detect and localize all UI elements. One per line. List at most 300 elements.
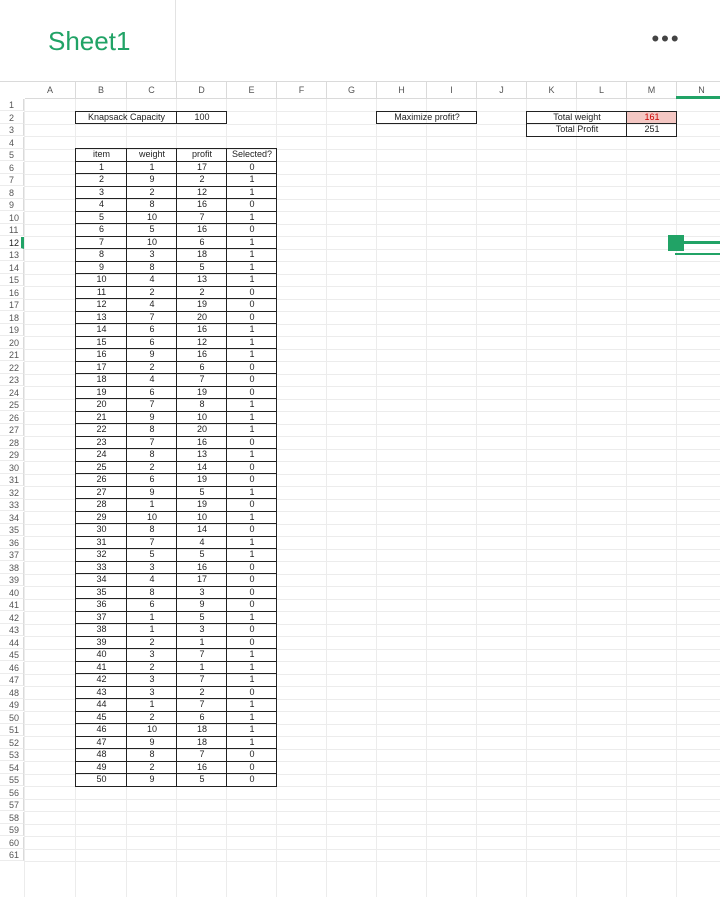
row-header-46[interactable]: 46 (0, 662, 24, 674)
table-cell: 2 (98, 174, 104, 184)
table-cell: 0 (249, 561, 255, 572)
table-header-2: profit (191, 149, 212, 159)
table-cell: 40 (96, 649, 107, 659)
table-cell: 2 (199, 174, 205, 184)
row-header-50[interactable]: 50 (0, 712, 24, 724)
table-cell: 38 (96, 624, 107, 634)
row-header-53[interactable]: 53 (0, 749, 24, 761)
row-header-41[interactable]: 41 (0, 599, 24, 611)
table-cell: 46 (96, 724, 107, 734)
table-cell: 2 (149, 636, 155, 647)
table-cell: 0 (249, 586, 255, 597)
column-header-l[interactable]: L (577, 82, 627, 99)
table-cell: 8 (149, 586, 155, 597)
table-cell: 0 (249, 386, 255, 397)
table-cell: 1 (249, 324, 255, 334)
table-cell: 1 (249, 711, 255, 722)
table-cell: 13 (196, 449, 207, 459)
table-cell: 2 (149, 461, 155, 472)
table-cell: 5 (199, 774, 205, 784)
table-cell: 1 (249, 611, 255, 622)
table-cell: 5 (149, 224, 155, 234)
table-cell: 7 (199, 674, 205, 684)
table-cell: 4 (199, 536, 205, 547)
table-cell: 31 (96, 536, 107, 547)
row-header-2[interactable]: 2 (0, 112, 24, 124)
table-cell: 25 (96, 461, 107, 472)
table-cell: 6 (199, 236, 205, 247)
table-cell: 7 (199, 374, 205, 384)
selection-edge (675, 253, 720, 255)
column-header-n[interactable]: N (677, 82, 720, 99)
table-cell: 49 (96, 761, 107, 772)
table-cell: 17 (96, 361, 107, 372)
table-cell: 1 (249, 211, 255, 222)
table-cell: 16 (196, 349, 207, 359)
row-header-19[interactable]: 19 (0, 324, 24, 336)
table-cell: 36 (96, 599, 107, 609)
table-cell: 19 (196, 499, 207, 509)
table-cell: 5 (199, 549, 205, 559)
table-cell: 2 (149, 186, 155, 197)
table-cell: 7 (199, 749, 205, 759)
row-header-44[interactable]: 44 (0, 637, 24, 649)
table-cell: 1 (249, 511, 255, 522)
table-cell: 7 (98, 236, 104, 247)
table-cell: 5 (199, 261, 205, 272)
total-profit-label: Total Profit (555, 124, 599, 134)
table-cell: 3 (149, 561, 155, 572)
row-header-34[interactable]: 34 (0, 512, 24, 524)
table-cell: 1 (149, 499, 155, 509)
row-header-43[interactable]: 43 (0, 624, 24, 636)
table-cell: 2 (149, 286, 155, 297)
row-header-26[interactable]: 26 (0, 412, 24, 424)
app-header (0, 0, 720, 82)
table-cell: 9 (149, 774, 155, 784)
table-cell: 1 (249, 661, 255, 672)
spreadsheet-grid[interactable] (0, 82, 720, 897)
table-cell: 6 (199, 711, 205, 722)
column-header-a[interactable]: A (25, 82, 76, 99)
table-cell: 2 (199, 686, 205, 697)
row-header-23[interactable]: 23 (0, 374, 24, 386)
table-cell: 2 (199, 286, 205, 297)
table-cell: 24 (96, 449, 107, 459)
table-cell: 28 (96, 499, 107, 509)
table-cell: 0 (249, 599, 255, 609)
table-cell: 42 (96, 674, 107, 684)
table-cell: 8 (149, 199, 155, 209)
row-header-10[interactable]: 10 (0, 212, 24, 224)
table-cell: 4 (98, 199, 104, 209)
table-cell: 34 (96, 574, 107, 584)
table-cell: 1 (149, 611, 155, 622)
table-cell: 2 (149, 711, 155, 722)
table-cell: 1 (249, 549, 255, 559)
row-header-27[interactable]: 27 (0, 424, 24, 436)
column-headers (0, 82, 720, 99)
row-header-45[interactable]: 45 (0, 649, 24, 661)
table-cell: 8 (98, 249, 104, 259)
table-cell: 17 (196, 574, 207, 584)
table-cell: 0 (249, 374, 255, 384)
row-header-58[interactable]: 58 (0, 812, 24, 824)
table-cell: 0 (249, 474, 255, 484)
row-header-17[interactable]: 17 (0, 299, 24, 311)
objective-label: Maximize profit? (394, 111, 460, 122)
table-cell: 5 (199, 611, 205, 622)
table-cell: 22 (96, 424, 107, 434)
table-cell: 1 (249, 411, 255, 422)
table-cell: 3 (199, 586, 205, 597)
table-cell: 4 (149, 374, 155, 384)
gridline (25, 861, 720, 862)
row-header-14[interactable]: 14 (0, 262, 24, 274)
capacity-label: Knapsack Capacity (87, 111, 166, 122)
table-cell: 0 (249, 161, 255, 172)
row-header-6[interactable]: 6 (0, 162, 24, 174)
table-cell: 2 (149, 361, 155, 372)
table-cell: 19 (96, 386, 107, 397)
table-cell: 45 (96, 711, 107, 722)
table-cell: 3 (199, 624, 205, 634)
table-cell: 32 (96, 549, 107, 559)
table-cell: 3 (98, 186, 104, 197)
table-cell: 11 (96, 286, 107, 297)
table-cell: 9 (149, 349, 155, 359)
table-cell: 1 (249, 399, 255, 409)
table-cell: 10 (146, 511, 157, 522)
table-cell: 8 (149, 424, 155, 434)
row-header-40[interactable]: 40 (0, 587, 24, 599)
column-header-j[interactable]: J (477, 82, 527, 99)
row-header-12[interactable]: 12 (0, 237, 24, 249)
table-cell: 15 (96, 336, 107, 347)
table-cell: 7 (149, 536, 155, 547)
column-header-b[interactable]: B (76, 82, 127, 99)
table-cell: 30 (96, 524, 107, 534)
selection-edge (684, 241, 720, 244)
table-cell: 7 (149, 399, 155, 409)
table-cell: 0 (249, 686, 255, 697)
row-header-1[interactable]: 1 (0, 99, 24, 111)
table-cell: 39 (96, 636, 107, 647)
table-cell: 1 (249, 261, 255, 272)
table-cell: 0 (249, 224, 255, 234)
column-n-indicator (676, 96, 720, 99)
table-cell: 14 (96, 324, 107, 334)
table-cell: 9 (199, 599, 205, 609)
table-cell: 19 (196, 299, 207, 309)
table-cell: 1 (249, 649, 255, 659)
table-cell: 16 (196, 199, 207, 209)
row-header-42[interactable]: 42 (0, 612, 24, 624)
table-cell: 23 (96, 436, 107, 447)
table-cell: 47 (96, 736, 107, 747)
table-cell: 17 (196, 161, 207, 172)
row-header-29[interactable]: 29 (0, 449, 24, 461)
table-cell: 16 (196, 324, 207, 334)
row-header-20[interactable]: 20 (0, 337, 24, 349)
table-header-1: weight (138, 149, 165, 159)
table-cell: 12 (96, 299, 107, 309)
row-header-61[interactable]: 61 (0, 849, 24, 861)
column-header-h[interactable]: H (377, 82, 427, 99)
table-cell: 0 (249, 199, 255, 209)
table-cell: 0 (249, 624, 255, 634)
table-cell: 3 (149, 686, 155, 697)
row-header-51[interactable]: 51 (0, 724, 24, 736)
table-header-0: item (92, 149, 110, 159)
table-cell: 1 (98, 161, 104, 172)
total-weight-label: Total weight (553, 111, 601, 122)
table-cell: 0 (249, 524, 255, 534)
row-header-31[interactable]: 31 (0, 474, 24, 486)
table-cell: 7 (149, 311, 155, 322)
row-header-38[interactable]: 38 (0, 562, 24, 574)
table-cell: 6 (98, 224, 104, 234)
table-cell: 4 (149, 574, 155, 584)
table-cell: 13 (196, 274, 207, 284)
table-cell: 1 (199, 636, 205, 647)
table-cell: 8 (149, 261, 155, 272)
table-cell: 3 (149, 649, 155, 659)
table-cell: 3 (149, 674, 155, 684)
row-header-28[interactable]: 28 (0, 437, 24, 449)
total-profit-value: 251 (644, 124, 660, 134)
row-header-4[interactable]: 4 (0, 137, 24, 149)
row-header-7[interactable]: 7 (0, 174, 24, 186)
table-cell: 16 (96, 349, 107, 359)
table-cell: 7 (199, 699, 205, 709)
column-header-f[interactable]: F (277, 82, 327, 99)
table-cell: 9 (149, 486, 155, 497)
table-cell: 1 (249, 699, 255, 709)
row-header-33[interactable]: 33 (0, 499, 24, 511)
table-cell: 0 (249, 761, 255, 772)
table-cell: 9 (149, 736, 155, 747)
table-cell: 44 (96, 699, 107, 709)
gridline (25, 836, 720, 837)
table-cell: 18 (196, 249, 207, 259)
table-cell: 0 (249, 361, 255, 372)
column-header-i[interactable]: I (427, 82, 477, 99)
table-cell: 9 (98, 261, 104, 272)
row-header-49[interactable]: 49 (0, 699, 24, 711)
table-cell: 6 (149, 474, 155, 484)
table-cell: 9 (149, 174, 155, 184)
row-header-48[interactable]: 48 (0, 687, 24, 699)
table-cell: 8 (149, 449, 155, 459)
gridline (25, 811, 720, 812)
table-cell: 14 (196, 524, 207, 534)
table-cell: 6 (149, 386, 155, 397)
row-header-25[interactable]: 25 (0, 399, 24, 411)
table-cell: 20 (196, 424, 207, 434)
table-cell: 1 (249, 236, 255, 247)
table-cell: 6 (149, 324, 155, 334)
table-cell: 12 (196, 336, 207, 347)
row-header-5[interactable]: 5 (0, 149, 24, 161)
row-header-59[interactable]: 59 (0, 824, 24, 836)
row-header-30[interactable]: 30 (0, 462, 24, 474)
table-cell: 18 (196, 724, 207, 734)
row-header-21[interactable]: 21 (0, 349, 24, 361)
table-cell: 27 (96, 486, 107, 497)
table-cell: 50 (96, 774, 107, 784)
table-cell: 29 (96, 511, 107, 522)
table-cell: 16 (196, 224, 207, 234)
table-cell: 33 (96, 561, 107, 572)
table-cell: 19 (196, 386, 207, 397)
row-header-37[interactable]: 37 (0, 549, 24, 561)
row-header-39[interactable]: 39 (0, 574, 24, 586)
table-cell: 7 (149, 436, 155, 447)
row-header-15[interactable]: 15 (0, 274, 24, 286)
sheet-title[interactable]: Sheet1 (48, 26, 131, 56)
selection-handle[interactable] (668, 235, 684, 251)
more-options-button[interactable]: ••• (651, 26, 681, 51)
table-cell: 10 (146, 211, 157, 222)
table-cell: 1 (149, 624, 155, 634)
row-header-22[interactable]: 22 (0, 362, 24, 374)
table-cell: 1 (249, 674, 255, 684)
table-cell: 14 (196, 461, 207, 472)
table-cell: 18 (196, 736, 207, 747)
row-header-8[interactable]: 8 (0, 187, 24, 199)
table-cell: 41 (96, 661, 107, 672)
table-cell: 4 (149, 299, 155, 309)
table-cell: 10 (96, 274, 107, 284)
table-cell: 6 (149, 336, 155, 347)
table-cell: 0 (249, 749, 255, 759)
table-cell: 1 (249, 536, 255, 547)
table-cell: 6 (149, 599, 155, 609)
table-cell: 12 (196, 186, 207, 197)
table-cell: 1 (249, 724, 255, 734)
gridline (25, 824, 720, 825)
column-header-c[interactable]: C (127, 82, 177, 99)
table-cell: 10 (146, 724, 157, 734)
table-cell: 8 (149, 749, 155, 759)
table-cell: 1 (249, 424, 255, 434)
row-header-16[interactable]: 16 (0, 287, 24, 299)
capacity-value: 100 (194, 111, 210, 122)
row-header-35[interactable]: 35 (0, 524, 24, 536)
table-cell: 1 (249, 274, 255, 284)
table-cell: 1 (249, 736, 255, 747)
row-header-18[interactable]: 18 (0, 312, 24, 324)
table-cell: 0 (249, 286, 255, 297)
table-cell: 6 (199, 361, 205, 372)
table-cell: 20 (96, 399, 107, 409)
table-cell: 1 (249, 486, 255, 497)
column-header-e[interactable]: E (227, 82, 277, 99)
column-header-d[interactable]: D (177, 82, 227, 99)
table-cell: 43 (96, 686, 107, 697)
table-cell: 8 (149, 524, 155, 534)
table-cell: 1 (149, 699, 155, 709)
table-cell: 5 (98, 211, 104, 222)
table-cell: 0 (249, 436, 255, 447)
row-header-54[interactable]: 54 (0, 762, 24, 774)
table-cell: 9 (149, 411, 155, 422)
table-cell: 21 (96, 411, 107, 422)
table-cell: 2 (149, 761, 155, 772)
table-cell: 2 (149, 661, 155, 672)
table-cell: 0 (249, 636, 255, 647)
table-cell: 1 (249, 349, 255, 359)
table-cell: 0 (249, 499, 255, 509)
table-cell: 1 (249, 174, 255, 184)
table-cell: 3 (149, 249, 155, 259)
table-cell: 0 (249, 299, 255, 309)
row-header-47[interactable]: 47 (0, 674, 24, 686)
table-cell: 10 (196, 411, 207, 422)
table-cell: 8 (199, 399, 205, 409)
row-header-11[interactable]: 11 (0, 224, 24, 236)
table-cell: 0 (249, 311, 255, 322)
table-cell: 1 (249, 249, 255, 259)
row-header-60[interactable]: 60 (0, 837, 24, 849)
column-header-k[interactable]: K (527, 82, 577, 99)
column-header-m[interactable]: M (627, 82, 677, 99)
table-cell: 1 (249, 449, 255, 459)
row-header-32[interactable]: 32 (0, 487, 24, 499)
table-cell: 13 (96, 311, 107, 322)
table-cell: 16 (196, 436, 207, 447)
table-cell: 19 (196, 474, 207, 484)
column-header-g[interactable]: G (327, 82, 377, 99)
gridline (25, 799, 720, 800)
total-weight-value: 161 (644, 111, 660, 122)
table-cell: 7 (199, 211, 205, 222)
table-cell: 16 (196, 761, 207, 772)
table-cell: 37 (96, 611, 107, 622)
table-cell: 20 (196, 311, 207, 322)
table-cell: 26 (96, 474, 107, 484)
row-header-9[interactable]: 9 (0, 199, 24, 211)
row-header-24[interactable]: 24 (0, 387, 24, 399)
row-header-13[interactable]: 13 (0, 249, 24, 261)
table-cell: 48 (96, 749, 107, 759)
table-row-line (75, 786, 277, 787)
table-cell: 7 (199, 649, 205, 659)
row-header-52[interactable]: 52 (0, 737, 24, 749)
row-header-55[interactable]: 55 (0, 774, 24, 786)
table-cell: 1 (199, 661, 205, 672)
table-cell: 1 (149, 161, 155, 172)
table-cell: 5 (149, 549, 155, 559)
table-cell: 0 (249, 574, 255, 584)
table-cell: 5 (199, 486, 205, 497)
table-cell: 0 (249, 461, 255, 472)
table-header-3: Selected? (231, 149, 273, 159)
table-cell: 16 (196, 561, 207, 572)
row-header-57[interactable]: 57 (0, 799, 24, 811)
table-cell: 10 (196, 511, 207, 522)
row-header-36[interactable]: 36 (0, 537, 24, 549)
table-cell: 1 (249, 186, 255, 197)
row-header-56[interactable]: 56 (0, 787, 24, 799)
table-cell: 0 (249, 774, 255, 784)
table-cell: 1 (249, 336, 255, 347)
header-divider (175, 0, 176, 81)
table-cell: 10 (146, 236, 157, 247)
table-cell: 35 (96, 586, 107, 597)
row-header-3[interactable]: 3 (0, 124, 24, 136)
